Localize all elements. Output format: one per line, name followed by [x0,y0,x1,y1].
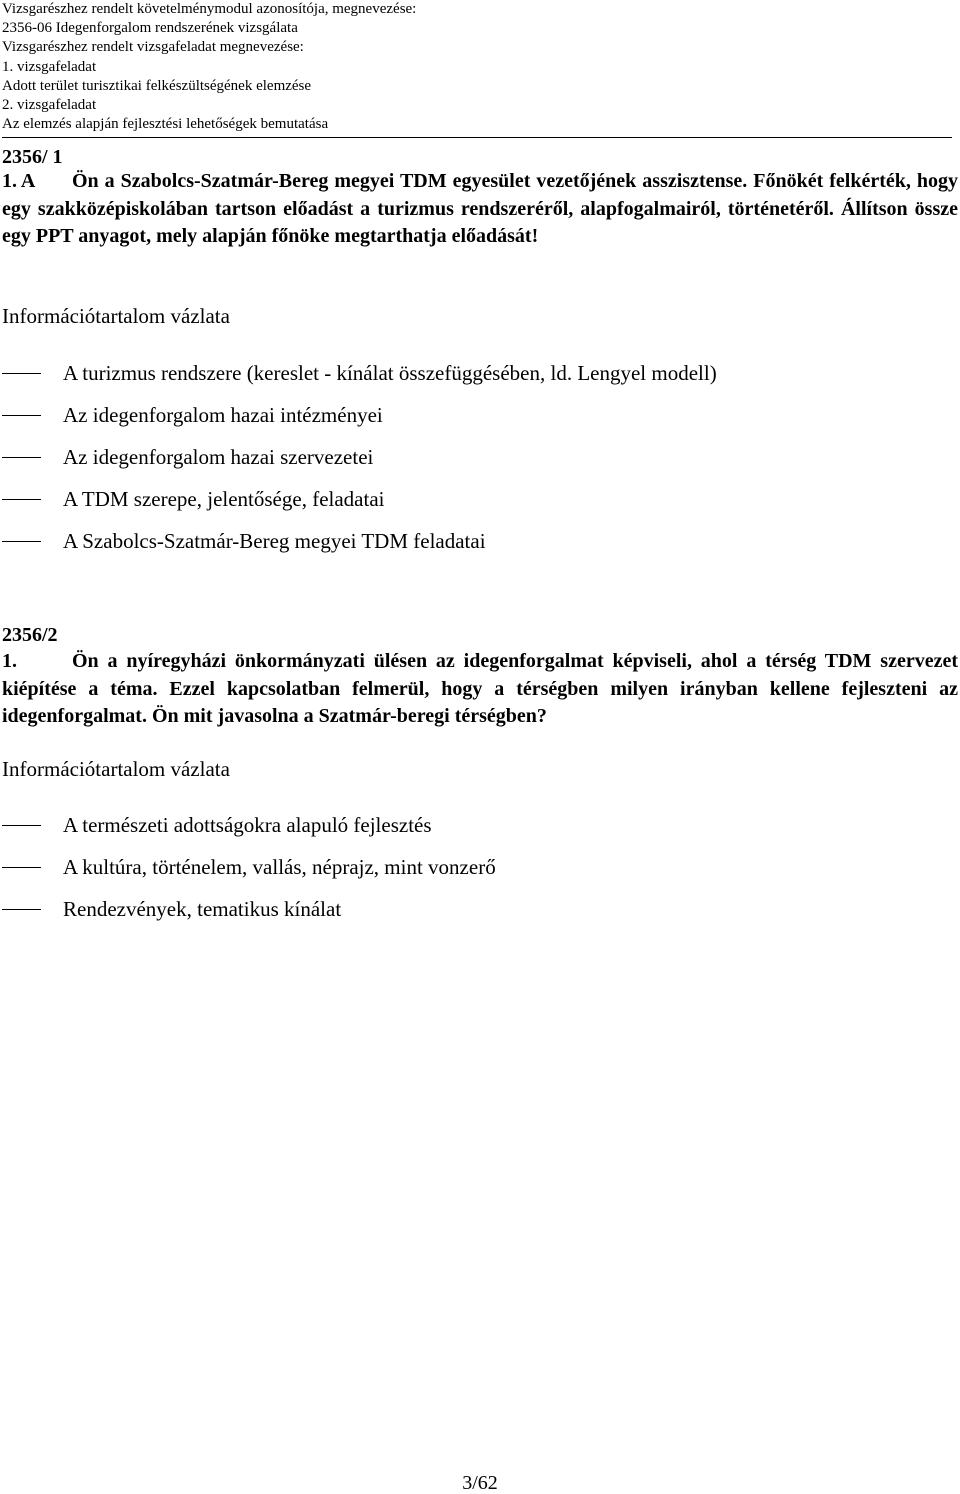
task2-code: 2356/2 [2,624,58,646]
dash-bullet-icon [2,825,41,826]
task2-outline-title: Információtartalom vázlata [2,757,230,781]
task1-list-item-label: A TDM szerepe, jelentősége, feladatai [63,487,385,511]
task1-list-item-label: Az idegenforgalom hazai intézményei [63,403,383,427]
task1-number: 1. A [2,170,36,192]
header-line-task2-number: 2. vizsgafeladat [2,97,97,114]
task1-code: 2356/ 1 [2,146,63,168]
header-line-task1-number: 1. vizsgafeladat [2,58,97,75]
dash-bullet-icon [2,541,41,542]
task1-description [2,168,958,251]
dash-bullet-icon [2,373,41,374]
header-line-task1-name: Adott terület turisztikai felkészültségének elemzése [2,77,312,94]
dash-bullet-icon [2,867,41,868]
task2-description [2,648,958,731]
task2-list-item-label: A kultúra, történelem, vallás, néprajz, mint vonzerő [63,855,496,879]
task1-text: Ön a Szabolcs-Szatmár-Bereg megyei TDM egyesület vezetőjének asszisztense. Főnökét felkérték, hogy egy szakközépiskolában tartson előadást a turizmus rendszeréről, alapfogalmairól, történetéről. Állítson össze egy PPT anyagot, mely alapján főnöke megtarthatja előadását! [2,170,958,247]
header-line-module-label: Vizsgarészhez rendelt követelménymodul azonosítója, megnevezése: [2,1,417,17]
task2-list-item-label: Rendezvények, tematikus kínálat [63,897,342,921]
task2-text: Ön a nyíregyházi önkormányzati ülésen az idegenforgalmat képviseli, ahol a térség TDM szervezet kiépítése a téma. Ezzel kapcsolatban felmerül, hogy a térségben milyen irányban kellene fejleszteni az idegenforgalmat. Ön mit javasolna a Szatmár-beregi térségben? [2,650,958,727]
header-line-task-label: Vizsgarészhez rendelt vizsgafeladat megnevezése: [2,39,304,56]
task1-list-item-label: A Szabolcs-Szatmár-Bereg megyei TDM feladatai [63,529,486,553]
page-number: 3/62 [462,1472,498,1494]
header-line-module-name: 2356-06 Idegenforgalom rendszerének vizsgálata [2,20,298,37]
task1-outline-title: Információtartalom vázlata [2,304,230,328]
dash-bullet-icon [2,415,41,416]
document-header [2,0,952,138]
task1-list-item-label: Az idegenforgalom hazai szervezetei [63,445,374,469]
dash-bullet-icon [2,499,41,500]
dash-bullet-icon [2,457,41,458]
task1-list-item-label: A turizmus rendszere (kereslet - kínálat összefüggésében, ld. Lengyel modell) [63,361,717,385]
header-line-task2-name: Az elemzés alapján fejlesztési lehetőségek bemutatása [2,116,329,133]
task2-number: 1. [2,650,17,672]
task2-list-item-label: A természeti adottságokra alapuló fejlesztés [63,813,432,837]
dash-bullet-icon [2,909,41,910]
